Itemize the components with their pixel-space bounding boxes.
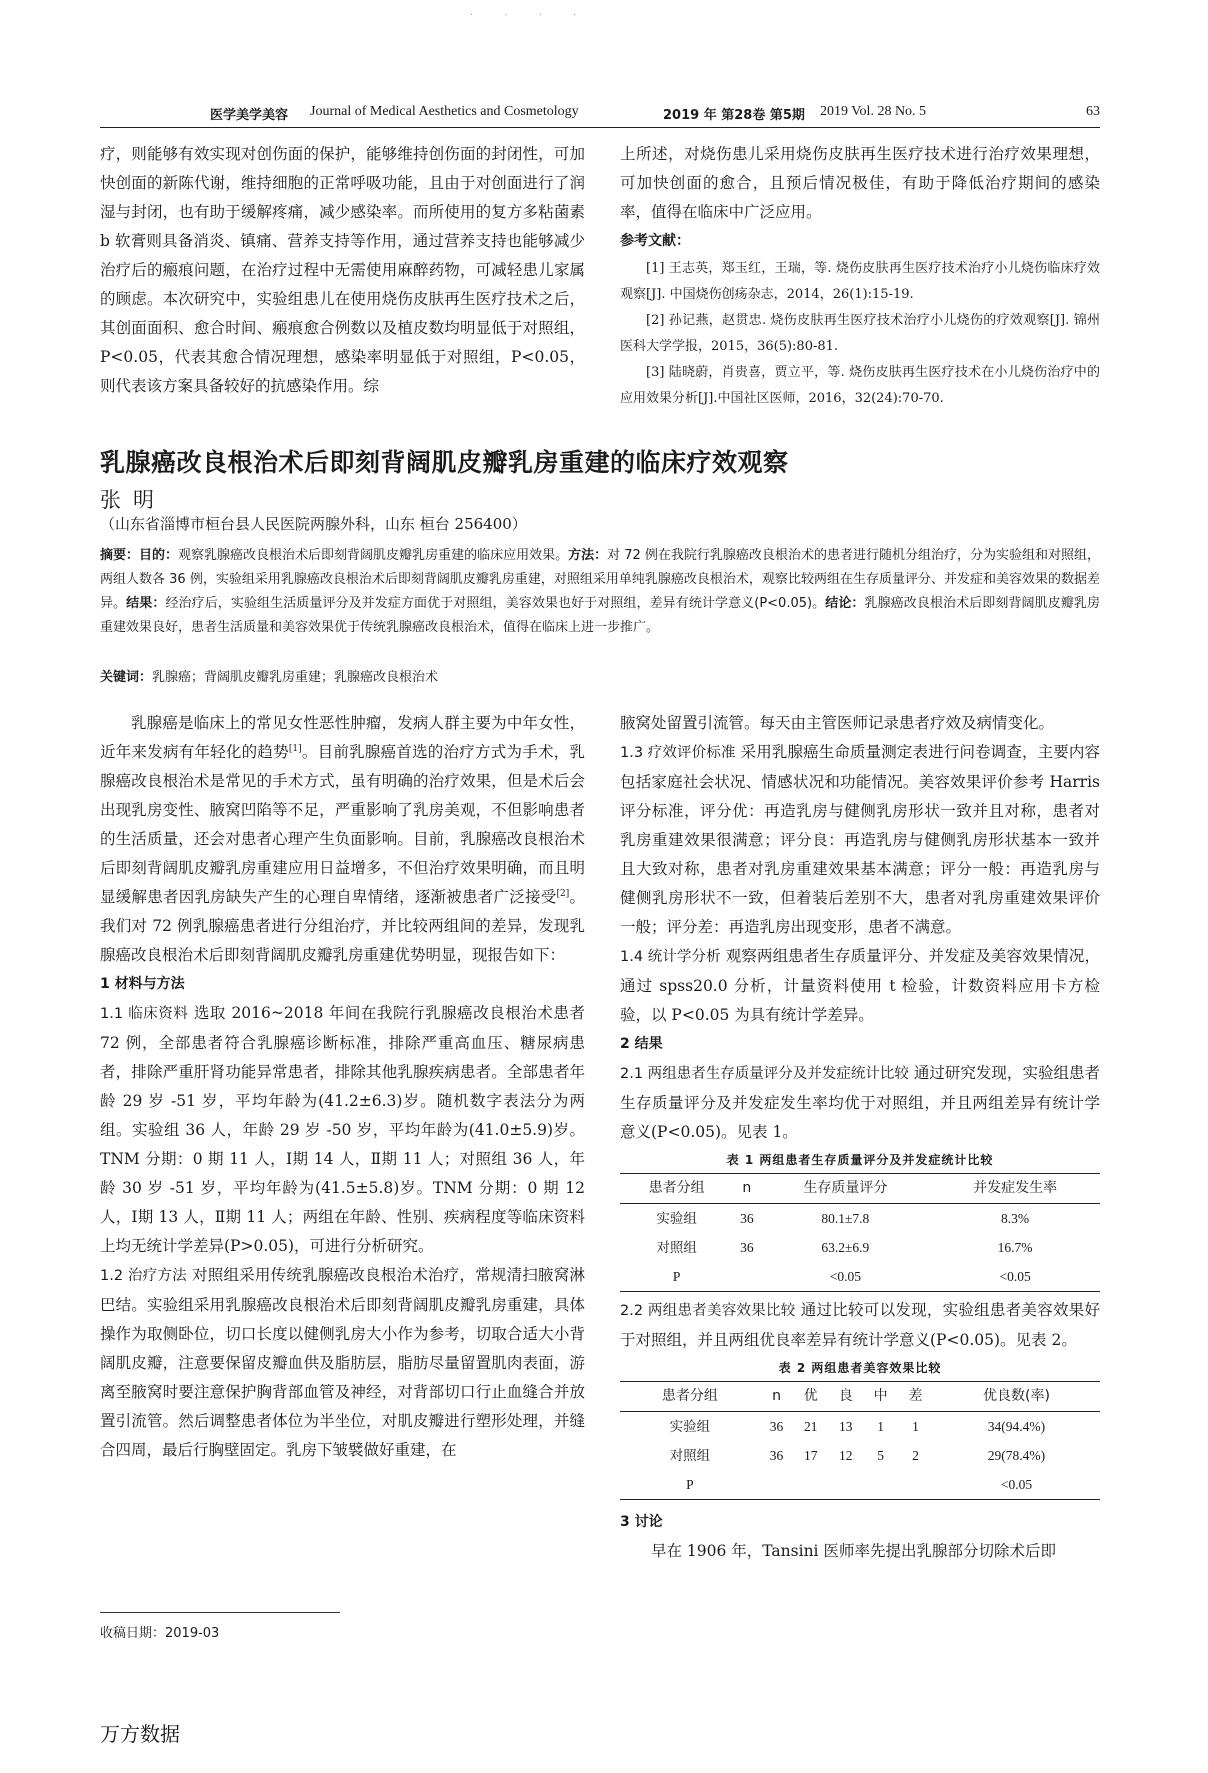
- subsection-text: 通过比较可以发现，实验组患者美容效果好于对照组，并且两组优良率差异有统计学意义(P<0.05)。见表 2。: [620, 1301, 1100, 1349]
- table-1: [620, 1173, 1100, 1292]
- keywords-list: 乳腺癌；背阔肌皮瓣乳房重建；乳腺癌改良根治术: [152, 670, 439, 685]
- abstract-method-label: 方法：: [568, 548, 608, 563]
- running-header: [100, 104, 1100, 126]
- table-cell: P: [620, 1470, 760, 1500]
- table-cell: 16.7%: [997, 1240, 1033, 1255]
- reference-item: [3] 陆晓蔚，肖贵喜，贾立平，等. 烧伤皮肤再生医疗技术在小儿烧伤治疗中的应用效果分析[J].中国社区医师，2016，32(24):70-70.: [620, 365, 1100, 406]
- section-2-1: [620, 1059, 1100, 1147]
- subsection-text: 对照组采用传统乳腺癌改良根治术治疗，常规清扫腋窝淋巴结。实验组采用乳腺癌改良根治术后即刻背阔肌皮瓣乳房重建，具体操作为取侧卧位，切口长度以健侧乳房大小作为参考，切取合适大小背阔肌皮瓣，注意要保留皮瓣血供及脂肪层，脂肪尽量留置肌肉表面，游离至腋窝时要注意保护胸背部血管及神经，对背部切口行止血缝合并放置引流管。然后调整患者体位为半坐位，对肌皮瓣进行塑形处理，并缝合四周，最后行胸壁固定。乳房下皱襞做好重建，在: [100, 1266, 585, 1459]
- keywords: [100, 666, 438, 685]
- subsection-text: 观察两组患者生存质量评分、并发症及美容效果情况，通过 spss20.0 分析，计量资料使用 t 检验，计数资料应用卡方检验，以 P<0.05 为具有统计学差异。: [620, 947, 1100, 1024]
- subsection-text: 选取 2016~2018 年间在我院行乳腺癌改良根治术患者 72 例，全部患者符合乳腺癌诊断标准，排除严重高血压、糖尿病患者，排除严重肝肾功能异常患者，排除其他乳腺疾病患者。全部患者年龄 29 岁 -51 岁，平均年龄为(41.2±6.3)岁。随机数字表法分为两组。实验组 36 人，年龄 29 岁 -50 岁，平均年龄为(41.0±5.9)岁。TNM 分期：0 期 11 人，Ⅰ期 14 人，Ⅱ期 11 人；对照组 36 人，年龄 30 岁 -51 岁，平均年龄为(41.5±5.8)岁。TNM 分期：0 期 12 人，Ⅰ期 13 人，Ⅱ期 11 人；两组在年龄、性别、疾病程度等临床资料上均无统计学差异(P>0.05)，可进行分析研究。: [100, 1004, 585, 1255]
- table-row: [620, 1470, 1100, 1500]
- received-date: 收稿日期：2019-03: [100, 1626, 220, 1641]
- abstract-goal: 观察乳腺癌改良根治术后即刻背阔肌皮瓣乳房重建的临床应用效果。: [178, 548, 569, 563]
- reference-item: [1] 王志英，郑玉红，王瑞，等. 烧伤皮肤再生医疗技术治疗小儿烧伤临床疗效观察[J]. 中国烧伤创疡杂志，2014，26(1):15-19.: [620, 261, 1100, 302]
- table-cell: 8.3%: [1001, 1211, 1030, 1226]
- table-cell: 29(78.4%): [987, 1448, 1046, 1463]
- subsection-text: 采用乳腺癌生命质量测定表进行问卷调查，主要内容包括家庭社会状况、情感状况和功能情况。美容效果评价参考 Harris 评分标准，评分优：再造乳房与健侧乳房形状一致并且对称，患者对乳房重建效果很满意；评分良：再造乳房与健侧乳房形状基本一致并且大致对称，患者对乳房重建效果基本满意；评分一般：再造乳房与健侧乳房形状不一致，但着装后差别不大，患者对乳房重建效果评价一般；评分差：再造乳房出现变形，患者不满意。: [620, 743, 1100, 936]
- page-number: 63: [1086, 104, 1100, 119]
- table-cell: 实验组: [669, 1419, 711, 1434]
- section-1-1: [100, 999, 585, 1261]
- table-cell: <0.05: [930, 1262, 1100, 1292]
- table-2: [620, 1381, 1100, 1500]
- prev-article-paragraph: 疗，则能够有效实现对创伤面的保护，能够维持创伤面的封闭性，可加快创面的新陈代谢，维持细胞的正常呼吸功能，且由于对创面进行了润湿与封闭，也有助于缓解疼痛，减少感染率。而所使用的复方多粘菌素 b 软膏则具备消炎、镇痛、营养支持等作用，通过营养支持也能够减少治疗后的瘢痕问题，在治疗过程中无需使用麻醉药物，可减轻患儿家属的顾虑。本次研究中，实验组患儿在使用烧伤皮肤再生医疗技术之后，其创面面积、愈合时间、瘢痕愈合例数以及植皮数均明显低于对照组，P<0.05，代表其愈合情况理想，感染率明显低于对照组，P<0.05，则代表该方案具备较好的抗感染作用。综: [100, 145, 585, 395]
- table-cell: 对照组: [669, 1448, 711, 1463]
- table-row: [620, 1233, 1100, 1262]
- journal-name-en: Journal of Medical Aesthetics and Cosmetology: [310, 104, 579, 119]
- table-2-caption: 表 2 两组患者美容效果比较: [778, 1361, 942, 1375]
- table-cell: 1: [912, 1419, 919, 1434]
- table-cell: 80.1±7.8: [821, 1211, 870, 1226]
- table-cell: 36: [740, 1211, 754, 1226]
- intro-text-3: 。我们对 72 例乳腺癌患者进行分组治疗，并比较两组间的差异，发现乳腺癌改良根治术后即刻背阔肌皮瓣乳房重建优势明显，现报告如下：: [100, 888, 585, 964]
- intro-text-2: 。目前乳腺癌首选的治疗方式为手术，乳腺癌改良根治术是常见的手术方式，虽有明确的治疗效果，但是术后会出现乳房变性、腋窝凹陷等不足，严重影响了乳房美观，不但影响患者的生活质量，还会对患者心理产生负面影响。目前，乳腺癌改良根治术后即刻背阔肌皮瓣乳房重建应用日益增多，不但治疗效果明确，而且明显缓解患者因乳房缺失产生的心理自卑情绪，逐渐被患者广泛接受: [100, 743, 585, 906]
- article-author: 张明: [100, 488, 166, 512]
- table-1-caption: 表 1 两组患者生存质量评分及并发症统计比较: [726, 1153, 994, 1167]
- table-header: n: [733, 1174, 760, 1204]
- table-header: 中: [863, 1382, 898, 1412]
- table-cell: 实验组: [656, 1211, 697, 1226]
- header-rule: [100, 127, 1100, 128]
- section-1-2: [100, 1261, 585, 1465]
- table-cell: P: [620, 1262, 733, 1292]
- journal-name-cn: 医学美学美容: [210, 108, 289, 123]
- scan-artifact: · · · ·: [470, 10, 591, 21]
- table-cell: 36: [740, 1240, 754, 1255]
- issue-cn: 2019 年 第28卷 第5期: [663, 108, 805, 123]
- body-right-column: [620, 709, 1100, 1566]
- table-header: 患者分组: [620, 1382, 760, 1412]
- abstract-method: 对 72 例在我院行乳腺癌改良根治术的患者进行随机分组治疗，分为实验组和对照组，两组人数各 36 例，实验组采用乳腺癌改良根治术后即刻背阔肌皮瓣乳房重建，对照组采用单纯乳腺癌改良根治术，观察比较两组在生存质量评分、并发症和美容效果的数据差异。: [100, 548, 1100, 611]
- abstract-conclusion: 乳腺癌改良根治术后即刻背阔肌皮瓣乳房重建效果良好，患者生活质量和美容效果优于传统乳腺癌改良根治术，值得在临床上进一步推广。: [100, 596, 1100, 635]
- citation: [2]: [556, 888, 570, 899]
- table-cell: 17: [804, 1448, 818, 1463]
- table-row: [620, 1412, 1100, 1442]
- table-cell: 1: [877, 1419, 884, 1434]
- table-cell: 对照组: [656, 1240, 697, 1255]
- table-cell: 12: [838, 1448, 853, 1463]
- table-cell: [898, 1470, 933, 1500]
- article-title: 乳腺癌改良根治术后即刻背阔肌皮瓣乳房重建的临床疗效观察: [100, 448, 789, 477]
- table-cell: [760, 1470, 794, 1500]
- table-row: [620, 1262, 1100, 1292]
- table-cell: [793, 1470, 828, 1500]
- table-cell: <0.05: [760, 1262, 930, 1292]
- table-header: 患者分组: [620, 1174, 733, 1204]
- keywords-label: 关键词：: [100, 670, 153, 685]
- section-heading: 1 材料与方法: [100, 976, 185, 992]
- table-header: 差: [898, 1382, 933, 1412]
- section-1-3: [620, 738, 1100, 942]
- table-cell: <0.05: [933, 1470, 1100, 1500]
- table-cell: 21: [804, 1419, 818, 1434]
- prev-article-conclusion: 上所述，对烧伤患儿采用烧伤皮肤再生医疗技术进行治疗效果理想，可加快创面的愈合，且预后情况极佳，有助于降低治疗期间的感染率，值得在临床中广泛应用。: [620, 145, 1100, 221]
- prev-article-right-column: [620, 140, 1100, 412]
- intro-paragraph: [100, 709, 585, 970]
- table-row: [620, 1204, 1100, 1234]
- table-cell: 2: [912, 1448, 919, 1463]
- subsection-label: 1.1 临床资料: [100, 1006, 189, 1022]
- citation: [1]: [288, 743, 302, 754]
- section-2-2: [620, 1296, 1100, 1355]
- table-cell: 5: [877, 1448, 884, 1463]
- section-heading: 3 讨论: [620, 1514, 663, 1530]
- intro-text-1: 乳腺癌是临床上的常见女性恶性肿瘤，发病人群主要为中年女性，近年来发病有年轻化的趋势: [100, 714, 585, 761]
- table-header: 优: [793, 1382, 828, 1412]
- section-heading: 2 结果: [620, 1036, 663, 1052]
- subsection-label: 1.2 治疗方法: [100, 1268, 187, 1284]
- subsection-label: 2.2 两组患者美容效果比较: [620, 1303, 796, 1319]
- issue-en: 2019 Vol. 28 No. 5: [820, 104, 927, 119]
- references-title: 参考文献：: [620, 233, 690, 249]
- table-header: 生存质量评分: [760, 1174, 930, 1204]
- table-row: [620, 1441, 1100, 1470]
- discussion-paragraph: 早在 1906 年，Tansini 医师率先提出乳腺部分切除术后即: [651, 1542, 1056, 1560]
- subsection-label: 1.4 统计学分析: [620, 949, 721, 965]
- table-header: n: [760, 1382, 794, 1412]
- watermark-text: 万方数据: [100, 1722, 180, 1746]
- abstract-goal-label: 目的：: [139, 548, 179, 563]
- abstract: [100, 544, 1100, 640]
- table-cell: [828, 1470, 863, 1500]
- table-cell: [863, 1470, 898, 1500]
- table-cell: 63.2±6.9: [821, 1240, 870, 1255]
- subsection-label: 2.1 两组患者生存质量评分及并发症统计比较: [620, 1066, 909, 1082]
- abstract-label: 摘要：: [100, 548, 140, 563]
- abstract-result: 经治疗后，实验组生活质量评分及并发症方面优于对照组，美容效果也好于对照组，差异有统计学意义(P<0.05)。: [165, 596, 826, 611]
- table-cell: 13: [838, 1419, 853, 1434]
- table-header: 优良数(率): [933, 1382, 1100, 1412]
- subsection-text: 通过研究发现，实验组患者生存质量评分及并发症发生率均优于对照组，并且两组差异有统计学意义(P<0.05)。见表 1。: [620, 1064, 1101, 1141]
- section-1-2-continued: 腋窝处留置引流管。每天由主管医师记录患者疗效及病情变化。: [620, 714, 1055, 732]
- reference-item: [2] 孙记燕，赵贯忠. 烧伤皮肤再生医疗技术治疗小儿烧伤的疗效观察[J]. 锦州医科大学学报，2015，36(5):80-81.: [620, 313, 1100, 354]
- table-cell: 36: [769, 1448, 784, 1463]
- table-cell: 34(94.4%): [987, 1419, 1046, 1434]
- table-header: 并发症发生率: [930, 1174, 1100, 1204]
- subsection-label: 1.3 疗效评价标准: [620, 745, 736, 761]
- table-header: 良: [828, 1382, 863, 1412]
- article-affiliation: （山东省淄博市桓台县人民医院两腺外科，山东 桓台 256400）: [100, 515, 527, 533]
- table-cell: [733, 1262, 760, 1292]
- footnote-rule: [100, 1612, 340, 1613]
- table-cell: 36: [769, 1419, 784, 1434]
- abstract-result-label: 结果：: [126, 596, 166, 611]
- prev-article-left-column: [100, 140, 585, 401]
- abstract-conclusion-label: 结论：: [825, 596, 865, 611]
- section-1-4: [620, 942, 1100, 1030]
- body-left-column: [100, 709, 585, 1465]
